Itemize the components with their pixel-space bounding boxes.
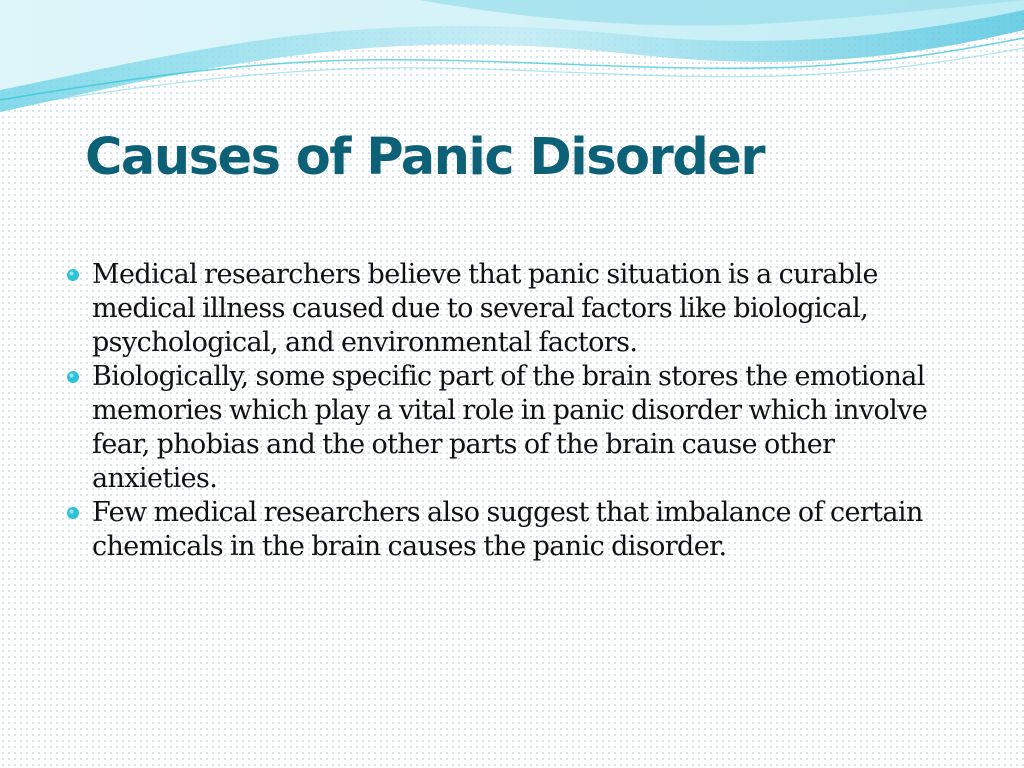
bullet-text: Medical researchers believe that panic situation is a curable medical illness caused due to several factors like biological, psychological, and environmental factors. (92, 259, 878, 358)
bullet-list (60, 258, 960, 564)
slide-title: Causes of Panic Disorder (85, 128, 764, 187)
bullet-circle-icon (66, 506, 80, 520)
bullet-text: Few medical researchers also suggest that imbalance of certain chemicals in the brain causes the panic disorder. (92, 497, 923, 562)
decorative-wave-header (0, 0, 1024, 120)
list-item (60, 360, 960, 496)
bullet-text: Biologically, some specific part of the brain stores the emotional memories which play a vital role in panic disorder which involve fear, phobias and the other parts of the brain cause other anxieties. (92, 361, 928, 494)
bullet-circle-icon (66, 370, 80, 384)
list-item (60, 258, 960, 360)
bullet-circle-icon (66, 268, 80, 282)
list-item (60, 496, 960, 564)
